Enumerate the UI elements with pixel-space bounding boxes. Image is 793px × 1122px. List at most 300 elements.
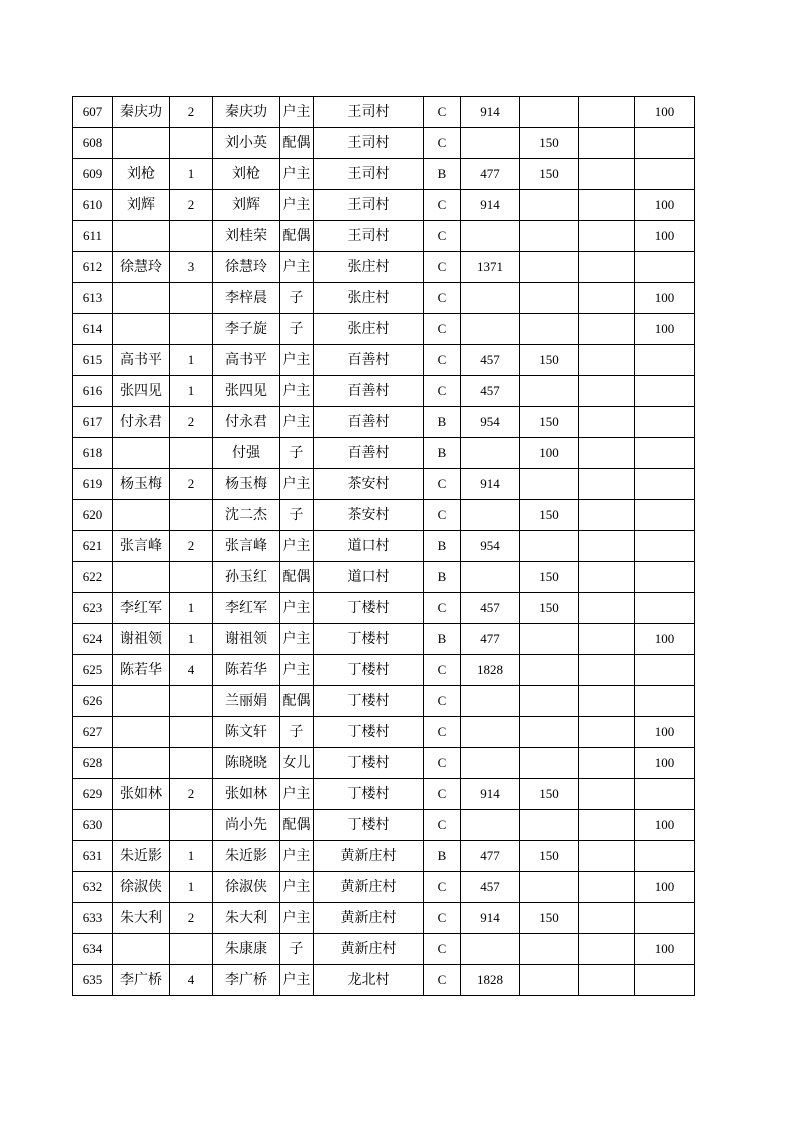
cell-amount: 457: [461, 376, 520, 407]
cell-grade: C: [424, 810, 461, 841]
cell-column-b: [579, 283, 635, 314]
cell-grade: C: [424, 717, 461, 748]
cell-column-a: 150: [520, 159, 579, 190]
cell-household-head: 李广桥: [113, 965, 170, 996]
table-row: [73, 407, 695, 438]
cell-village: 丁楼村: [314, 779, 424, 810]
cell-column-b: [579, 872, 635, 903]
cell-grade: C: [424, 686, 461, 717]
cell-column-b: [579, 841, 635, 872]
cell-column-a: [520, 934, 579, 965]
cell-column-c: 100: [635, 717, 695, 748]
cell-member-name: 秦庆功: [213, 97, 280, 128]
cell-grade: C: [424, 779, 461, 810]
cell-member-name: 刘枪: [213, 159, 280, 190]
table-row: [73, 779, 695, 810]
cell-village: 丁楼村: [314, 748, 424, 779]
cell-relation: 户主: [280, 97, 314, 128]
cell-column-c: [635, 128, 695, 159]
cell-amount: 914: [461, 779, 520, 810]
table-row: [73, 190, 695, 221]
cell-household-head: 秦庆功: [113, 97, 170, 128]
cell-household-head: [113, 717, 170, 748]
cell-village: 丁楼村: [314, 624, 424, 655]
table-body: [73, 97, 695, 996]
cell-column-b: [579, 314, 635, 345]
cell-column-b: [579, 810, 635, 841]
cell-household-head: 张如林: [113, 779, 170, 810]
cell-member-name: 李广桥: [213, 965, 280, 996]
cell-column-b: [579, 686, 635, 717]
cell-row-number: 607: [73, 97, 113, 128]
cell-column-c: [635, 779, 695, 810]
cell-grade: B: [424, 159, 461, 190]
cell-member-count: 2: [170, 531, 213, 562]
cell-column-b: [579, 779, 635, 810]
cell-village: 黄新庄村: [314, 903, 424, 934]
cell-column-a: [520, 965, 579, 996]
cell-amount: 1828: [461, 655, 520, 686]
cell-amount: 914: [461, 469, 520, 500]
cell-column-a: [520, 97, 579, 128]
cell-relation: 户主: [280, 841, 314, 872]
cell-village: 道口村: [314, 562, 424, 593]
cell-row-number: 619: [73, 469, 113, 500]
cell-household-head: 刘辉: [113, 190, 170, 221]
cell-relation: 户主: [280, 779, 314, 810]
cell-member-name: 李红军: [213, 593, 280, 624]
cell-member-name: 徐慧玲: [213, 252, 280, 283]
cell-column-b: [579, 438, 635, 469]
cell-relation: 子: [280, 283, 314, 314]
cell-grade: C: [424, 128, 461, 159]
table-row: [73, 748, 695, 779]
cell-column-b: [579, 748, 635, 779]
cell-grade: B: [424, 407, 461, 438]
table-row: [73, 283, 695, 314]
cell-column-c: 100: [635, 221, 695, 252]
cell-village: 王司村: [314, 128, 424, 159]
cell-household-head: [113, 562, 170, 593]
cell-grade: C: [424, 376, 461, 407]
cell-grade: C: [424, 593, 461, 624]
cell-amount: 954: [461, 407, 520, 438]
cell-column-c: [635, 903, 695, 934]
cell-member-count: [170, 562, 213, 593]
cell-row-number: 627: [73, 717, 113, 748]
cell-column-c: [635, 531, 695, 562]
cell-amount: [461, 314, 520, 345]
cell-row-number: 622: [73, 562, 113, 593]
cell-column-c: [635, 159, 695, 190]
cell-relation: 配偶: [280, 562, 314, 593]
cell-relation: 子: [280, 934, 314, 965]
cell-grade: C: [424, 903, 461, 934]
cell-amount: 914: [461, 190, 520, 221]
cell-column-c: [635, 841, 695, 872]
cell-household-head: 朱大利: [113, 903, 170, 934]
cell-member-count: 1: [170, 376, 213, 407]
cell-grade: B: [424, 531, 461, 562]
cell-member-name: 朱大利: [213, 903, 280, 934]
cell-member-count: 4: [170, 655, 213, 686]
cell-member-name: 杨玉梅: [213, 469, 280, 500]
cell-member-name: 陈若华: [213, 655, 280, 686]
cell-member-count: 2: [170, 903, 213, 934]
cell-column-a: [520, 283, 579, 314]
cell-member-count: [170, 314, 213, 345]
cell-member-count: [170, 934, 213, 965]
cell-member-name: 尚小先: [213, 810, 280, 841]
cell-village: 茶安村: [314, 500, 424, 531]
cell-column-b: [579, 252, 635, 283]
household-table: [72, 96, 695, 996]
cell-member-count: 1: [170, 872, 213, 903]
cell-village: 百善村: [314, 376, 424, 407]
cell-column-a: [520, 810, 579, 841]
cell-row-number: 634: [73, 934, 113, 965]
cell-column-a: [520, 748, 579, 779]
cell-column-c: 100: [635, 624, 695, 655]
cell-relation: 配偶: [280, 128, 314, 159]
cell-column-c: 100: [635, 190, 695, 221]
cell-grade: C: [424, 965, 461, 996]
cell-village: 王司村: [314, 190, 424, 221]
table-row: [73, 934, 695, 965]
cell-household-head: 徐淑侠: [113, 872, 170, 903]
cell-village: 丁楼村: [314, 686, 424, 717]
cell-amount: 1828: [461, 965, 520, 996]
cell-amount: 914: [461, 97, 520, 128]
cell-grade: C: [424, 97, 461, 128]
cell-relation: 户主: [280, 469, 314, 500]
cell-member-count: 1: [170, 593, 213, 624]
cell-member-count: [170, 221, 213, 252]
cell-grade: C: [424, 252, 461, 283]
cell-amount: [461, 283, 520, 314]
table-row: [73, 438, 695, 469]
cell-column-c: [635, 500, 695, 531]
cell-relation: 户主: [280, 903, 314, 934]
cell-row-number: 626: [73, 686, 113, 717]
cell-member-count: 1: [170, 159, 213, 190]
cell-member-name: 张言峰: [213, 531, 280, 562]
cell-amount: [461, 717, 520, 748]
cell-amount: [461, 438, 520, 469]
cell-household-head: [113, 934, 170, 965]
cell-relation: 户主: [280, 190, 314, 221]
cell-column-b: [579, 593, 635, 624]
cell-member-name: 张如林: [213, 779, 280, 810]
cell-member-name: 孙玉红: [213, 562, 280, 593]
table-row: [73, 221, 695, 252]
cell-column-c: [635, 438, 695, 469]
cell-row-number: 618: [73, 438, 113, 469]
cell-grade: B: [424, 624, 461, 655]
table-row: [73, 686, 695, 717]
cell-column-b: [579, 500, 635, 531]
cell-member-count: [170, 500, 213, 531]
cell-row-number: 613: [73, 283, 113, 314]
cell-row-number: 625: [73, 655, 113, 686]
cell-member-count: 2: [170, 190, 213, 221]
cell-household-head: 高书平: [113, 345, 170, 376]
cell-grade: C: [424, 469, 461, 500]
cell-relation: 户主: [280, 593, 314, 624]
cell-column-a: 150: [520, 345, 579, 376]
cell-amount: 954: [461, 531, 520, 562]
cell-household-head: 付永君: [113, 407, 170, 438]
cell-column-c: 100: [635, 748, 695, 779]
cell-member-name: 沈二杰: [213, 500, 280, 531]
cell-row-number: 615: [73, 345, 113, 376]
cell-relation: 子: [280, 500, 314, 531]
cell-member-count: [170, 717, 213, 748]
table-row: [73, 810, 695, 841]
cell-relation: 女儿: [280, 748, 314, 779]
cell-member-name: 陈文轩: [213, 717, 280, 748]
table-row: [73, 314, 695, 345]
cell-row-number: 614: [73, 314, 113, 345]
cell-column-b: [579, 965, 635, 996]
table-row: [73, 128, 695, 159]
table-row: [73, 500, 695, 531]
cell-column-a: [520, 717, 579, 748]
cell-member-name: 徐淑侠: [213, 872, 280, 903]
cell-column-b: [579, 469, 635, 500]
cell-household-head: 谢祖领: [113, 624, 170, 655]
cell-member-count: [170, 438, 213, 469]
cell-column-b: [579, 562, 635, 593]
table-row: [73, 593, 695, 624]
cell-relation: 配偶: [280, 686, 314, 717]
cell-column-a: 150: [520, 903, 579, 934]
cell-column-c: 100: [635, 810, 695, 841]
cell-grade: C: [424, 314, 461, 345]
cell-amount: [461, 500, 520, 531]
cell-member-count: 1: [170, 345, 213, 376]
table-row: [73, 252, 695, 283]
cell-village: 王司村: [314, 159, 424, 190]
cell-row-number: 617: [73, 407, 113, 438]
cell-village: 道口村: [314, 531, 424, 562]
cell-member-count: 1: [170, 841, 213, 872]
table-row: [73, 345, 695, 376]
cell-row-number: 616: [73, 376, 113, 407]
cell-column-b: [579, 159, 635, 190]
cell-row-number: 621: [73, 531, 113, 562]
cell-household-head: 李红军: [113, 593, 170, 624]
cell-column-b: [579, 128, 635, 159]
cell-household-head: 张言峰: [113, 531, 170, 562]
cell-column-b: [579, 345, 635, 376]
cell-amount: [461, 810, 520, 841]
cell-member-count: 2: [170, 97, 213, 128]
cell-relation: 户主: [280, 159, 314, 190]
cell-grade: C: [424, 655, 461, 686]
cell-relation: 子: [280, 717, 314, 748]
cell-member-count: 1: [170, 624, 213, 655]
cell-relation: 子: [280, 438, 314, 469]
cell-column-c: [635, 965, 695, 996]
cell-column-b: [579, 97, 635, 128]
cell-column-c: [635, 345, 695, 376]
cell-column-b: [579, 190, 635, 221]
cell-member-name: 朱近影: [213, 841, 280, 872]
cell-column-b: [579, 407, 635, 438]
cell-column-a: 150: [520, 500, 579, 531]
cell-village: 黄新庄村: [314, 841, 424, 872]
cell-amount: 914: [461, 903, 520, 934]
cell-column-a: 150: [520, 841, 579, 872]
cell-relation: 户主: [280, 376, 314, 407]
cell-member-count: 3: [170, 252, 213, 283]
cell-column-b: [579, 624, 635, 655]
cell-village: 百善村: [314, 345, 424, 376]
cell-amount: [461, 562, 520, 593]
cell-member-name: 张四见: [213, 376, 280, 407]
cell-member-count: 2: [170, 779, 213, 810]
cell-member-count: [170, 748, 213, 779]
cell-village: 丁楼村: [314, 717, 424, 748]
cell-column-a: [520, 624, 579, 655]
cell-column-c: [635, 252, 695, 283]
cell-column-b: [579, 717, 635, 748]
cell-village: 百善村: [314, 438, 424, 469]
cell-row-number: 611: [73, 221, 113, 252]
table-row: [73, 965, 695, 996]
cell-village: 张庄村: [314, 314, 424, 345]
cell-member-name: 朱康康: [213, 934, 280, 965]
cell-column-a: [520, 686, 579, 717]
cell-village: 王司村: [314, 221, 424, 252]
cell-row-number: 631: [73, 841, 113, 872]
cell-column-b: [579, 655, 635, 686]
cell-column-a: 150: [520, 407, 579, 438]
cell-row-number: 632: [73, 872, 113, 903]
cell-village: 黄新庄村: [314, 872, 424, 903]
cell-member-name: 谢祖领: [213, 624, 280, 655]
cell-amount: [461, 748, 520, 779]
cell-household-head: [113, 283, 170, 314]
cell-village: 百善村: [314, 407, 424, 438]
cell-row-number: 609: [73, 159, 113, 190]
cell-column-c: 100: [635, 934, 695, 965]
table-row: [73, 376, 695, 407]
cell-village: 丁楼村: [314, 810, 424, 841]
cell-grade: C: [424, 283, 461, 314]
cell-column-a: [520, 376, 579, 407]
cell-row-number: 623: [73, 593, 113, 624]
cell-member-name: 兰丽娟: [213, 686, 280, 717]
cell-column-c: [635, 686, 695, 717]
table-row: [73, 841, 695, 872]
cell-village: 张庄村: [314, 283, 424, 314]
cell-household-head: [113, 128, 170, 159]
cell-row-number: 608: [73, 128, 113, 159]
cell-column-b: [579, 221, 635, 252]
cell-amount: 457: [461, 872, 520, 903]
cell-amount: 477: [461, 159, 520, 190]
cell-amount: [461, 128, 520, 159]
cell-column-b: [579, 376, 635, 407]
cell-amount: [461, 934, 520, 965]
cell-amount: 477: [461, 624, 520, 655]
cell-column-c: 100: [635, 314, 695, 345]
cell-village: 丁楼村: [314, 655, 424, 686]
cell-column-a: [520, 314, 579, 345]
cell-member-name: 付永君: [213, 407, 280, 438]
cell-relation: 户主: [280, 531, 314, 562]
cell-row-number: 635: [73, 965, 113, 996]
cell-relation: 户主: [280, 655, 314, 686]
cell-column-c: [635, 593, 695, 624]
cell-relation: 户主: [280, 407, 314, 438]
cell-member-name: 刘桂荣: [213, 221, 280, 252]
cell-column-c: 100: [635, 872, 695, 903]
cell-row-number: 610: [73, 190, 113, 221]
table-row: [73, 717, 695, 748]
cell-amount: 457: [461, 345, 520, 376]
table-row: [73, 562, 695, 593]
cell-column-a: [520, 221, 579, 252]
cell-member-name: 付强: [213, 438, 280, 469]
cell-column-c: [635, 469, 695, 500]
cell-village: 黄新庄村: [314, 934, 424, 965]
cell-row-number: 633: [73, 903, 113, 934]
cell-member-count: [170, 128, 213, 159]
cell-amount: 477: [461, 841, 520, 872]
table-row: [73, 159, 695, 190]
cell-member-name: 刘小英: [213, 128, 280, 159]
cell-column-b: [579, 934, 635, 965]
cell-grade: B: [424, 841, 461, 872]
cell-member-count: 2: [170, 469, 213, 500]
cell-column-a: [520, 469, 579, 500]
cell-grade: C: [424, 190, 461, 221]
cell-relation: 户主: [280, 965, 314, 996]
cell-relation: 户主: [280, 252, 314, 283]
cell-grade: C: [424, 748, 461, 779]
cell-column-a: 150: [520, 779, 579, 810]
cell-row-number: 612: [73, 252, 113, 283]
cell-household-head: 杨玉梅: [113, 469, 170, 500]
cell-grade: C: [424, 500, 461, 531]
cell-row-number: 628: [73, 748, 113, 779]
cell-household-head: [113, 314, 170, 345]
cell-column-a: [520, 190, 579, 221]
cell-household-head: 张四见: [113, 376, 170, 407]
cell-amount: 1371: [461, 252, 520, 283]
cell-member-name: 高书平: [213, 345, 280, 376]
cell-column-a: 150: [520, 562, 579, 593]
cell-household-head: 刘枪: [113, 159, 170, 190]
table-row: [73, 655, 695, 686]
cell-relation: 户主: [280, 345, 314, 376]
table-row: [73, 469, 695, 500]
cell-grade: C: [424, 221, 461, 252]
cell-grade: C: [424, 934, 461, 965]
cell-household-head: 徐慧玲: [113, 252, 170, 283]
cell-member-count: [170, 810, 213, 841]
cell-member-name: 李子旋: [213, 314, 280, 345]
cell-member-name: 李梓晨: [213, 283, 280, 314]
cell-member-count: [170, 283, 213, 314]
cell-village: 王司村: [314, 97, 424, 128]
cell-member-name: 陈晓晓: [213, 748, 280, 779]
cell-relation: 子: [280, 314, 314, 345]
cell-household-head: 朱近影: [113, 841, 170, 872]
